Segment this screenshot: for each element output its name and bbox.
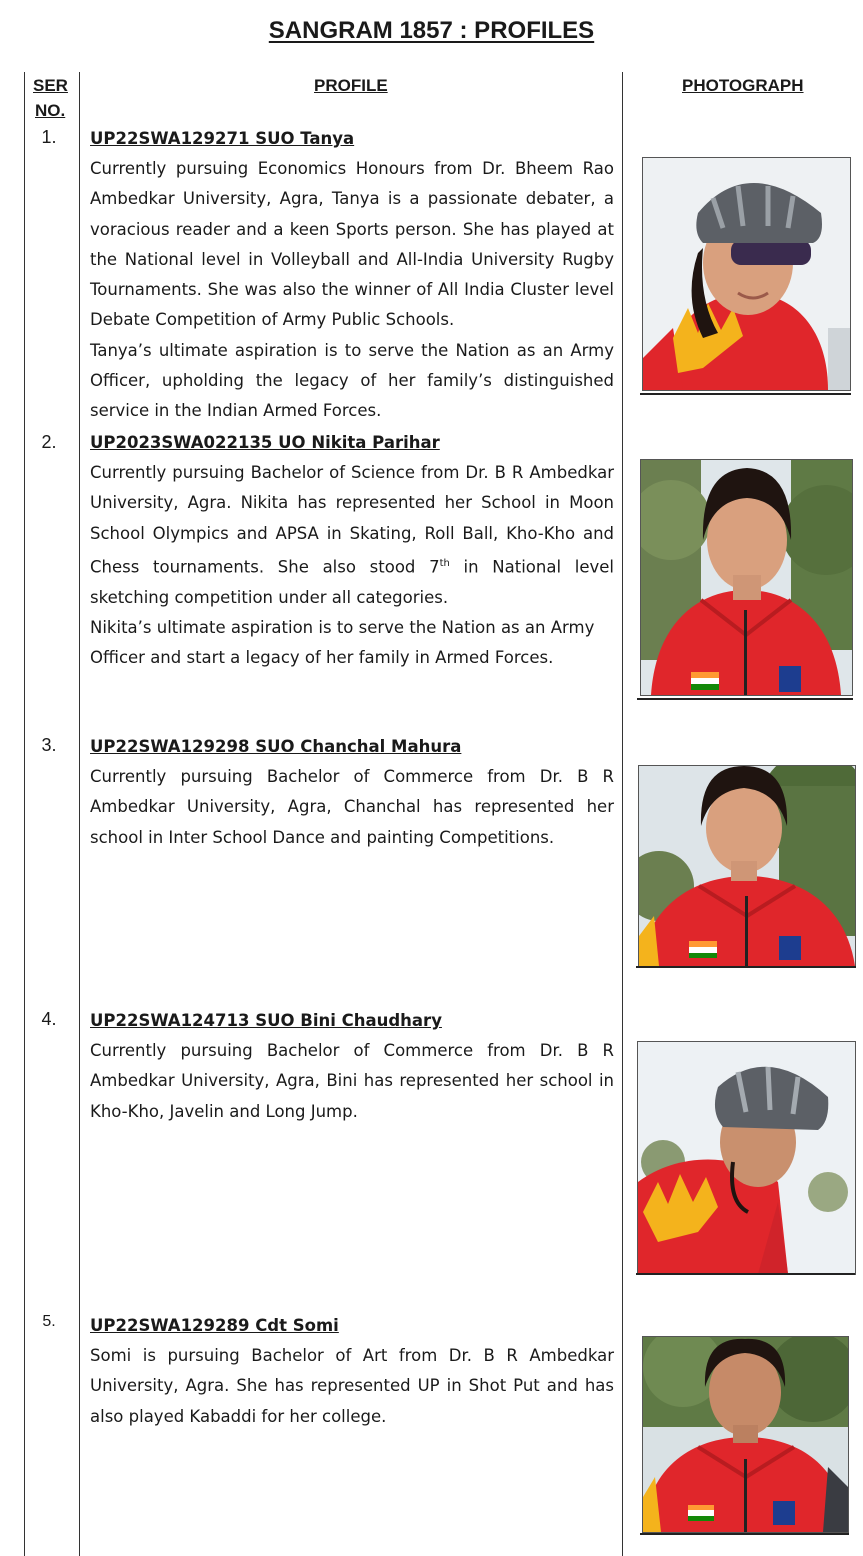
- cadet-bio: Somi is pursuing Bachelor of Art from Dr. B R Ambedkar University, Agra. She has represented UP in Shot Put and has also played Kabaddi for her college.: [90, 1346, 614, 1426]
- cadet-photo-4-image: [638, 1042, 855, 1274]
- photo-5-underline: [640, 1533, 849, 1535]
- cadet-photo-5-image: [643, 1337, 848, 1532]
- cadet-name: UP22SWA124713 SUO Bini Chaudhary: [90, 1011, 442, 1030]
- cadet-photo-2: [640, 459, 853, 696]
- ser-no-1: 1.: [41, 127, 57, 147]
- page-title: [0, 17, 863, 45]
- profile-entry-2: [90, 428, 614, 674]
- cadet-photo-1: [642, 157, 851, 391]
- ser-no-header-line1: SER: [33, 76, 68, 95]
- cadet-aspiration: Nikita’s ultimate aspiration is to serve the Nation as an Army Officer and start a legacy of her family in Armed Forces.: [90, 617, 595, 668]
- photo-3-underline: [636, 966, 856, 968]
- cadet-photo-5: [642, 1336, 849, 1533]
- photo-4-underline: [636, 1273, 855, 1275]
- ser-no-3: 3.: [41, 735, 57, 755]
- cadet-photo-2-image: [641, 460, 852, 695]
- table-ser-divider: [79, 72, 80, 1556]
- photograph-header: PHOTOGRAPH: [682, 76, 804, 95]
- cadet-name: UP22SWA129289 Cdt Somi: [90, 1316, 339, 1335]
- cadet-photo-4: [637, 1041, 856, 1275]
- profile-entry-1: [90, 124, 614, 427]
- cadet-name: UP2023SWA022135 UO Nikita Parihar: [90, 433, 440, 452]
- page-title-text: SANGRAM 1857 : PROFILES: [268, 17, 595, 44]
- profile-entry-4: [90, 1006, 614, 1127]
- profile-header: PROFILE: [314, 76, 388, 95]
- cadet-bio: [90, 458, 614, 613]
- photo-2-underline: [637, 698, 853, 700]
- cadet-bio-part2: in National level sketching competition under all categories.: [90, 557, 614, 607]
- cadet-photo-3: [638, 765, 856, 967]
- cadet-name: UP22SWA129271 SUO Tanya: [90, 129, 355, 148]
- table-left-border: [24, 72, 25, 1556]
- ser-no-4: 4.: [41, 1009, 57, 1029]
- ser-no-2: 2.: [41, 432, 57, 452]
- cadet-name: UP22SWA129298 SUO Chanchal Mahura: [90, 737, 462, 756]
- cadet-bio: Currently pursuing Economics Honours from Dr. Bheem Rao Ambedkar University, Agra, Tanya is a passionate debater, a voracious reader and a keen Sports person. She has played at the National level in Volleyball and All-India University Rugby Tournaments. She was also the winner of All India Cluster level Debate Competition of Army Public Schools.: [90, 159, 614, 330]
- ser-no-5: 5.: [42, 1313, 56, 1330]
- cadet-bio: Currently pursuing Bachelor of Commerce from Dr. B R Ambedkar University, Agra, Chanchal has represented her school in Inter School Dance and painting Competitions.: [90, 767, 614, 847]
- cadet-photo-3-image: [639, 766, 855, 966]
- photo-1-underline: [640, 393, 851, 395]
- ser-no-header-line2: NO.: [35, 101, 66, 120]
- table-photo-divider: [622, 72, 623, 1556]
- cadet-photo-1-image: [643, 158, 850, 390]
- cadet-bio-part1: Currently pursuing Bachelor of Science from Dr. B R Ambedkar University, Agra. Nikita has represented her School in Moon School Olympics and APSA in Skating, Roll Ball, Kho-Kho and Chess tournaments. She also stood 7: [90, 463, 614, 577]
- profile-entry-3: [90, 732, 614, 853]
- cadet-bio: Currently pursuing Bachelor of Commerce from Dr. B R Ambedkar University, Agra, Bini has represented her school in Kho-Kho, Javelin and Long Jump.: [90, 1041, 614, 1121]
- profile-entry-5: [90, 1311, 614, 1432]
- cadet-aspiration: Tanya’s ultimate aspiration is to serve the Nation as an Army Officer, upholding the legacy of her family’s distinguished service in the Indian Armed Forces.: [90, 340, 614, 421]
- cadet-bio-superscript: th: [439, 557, 450, 569]
